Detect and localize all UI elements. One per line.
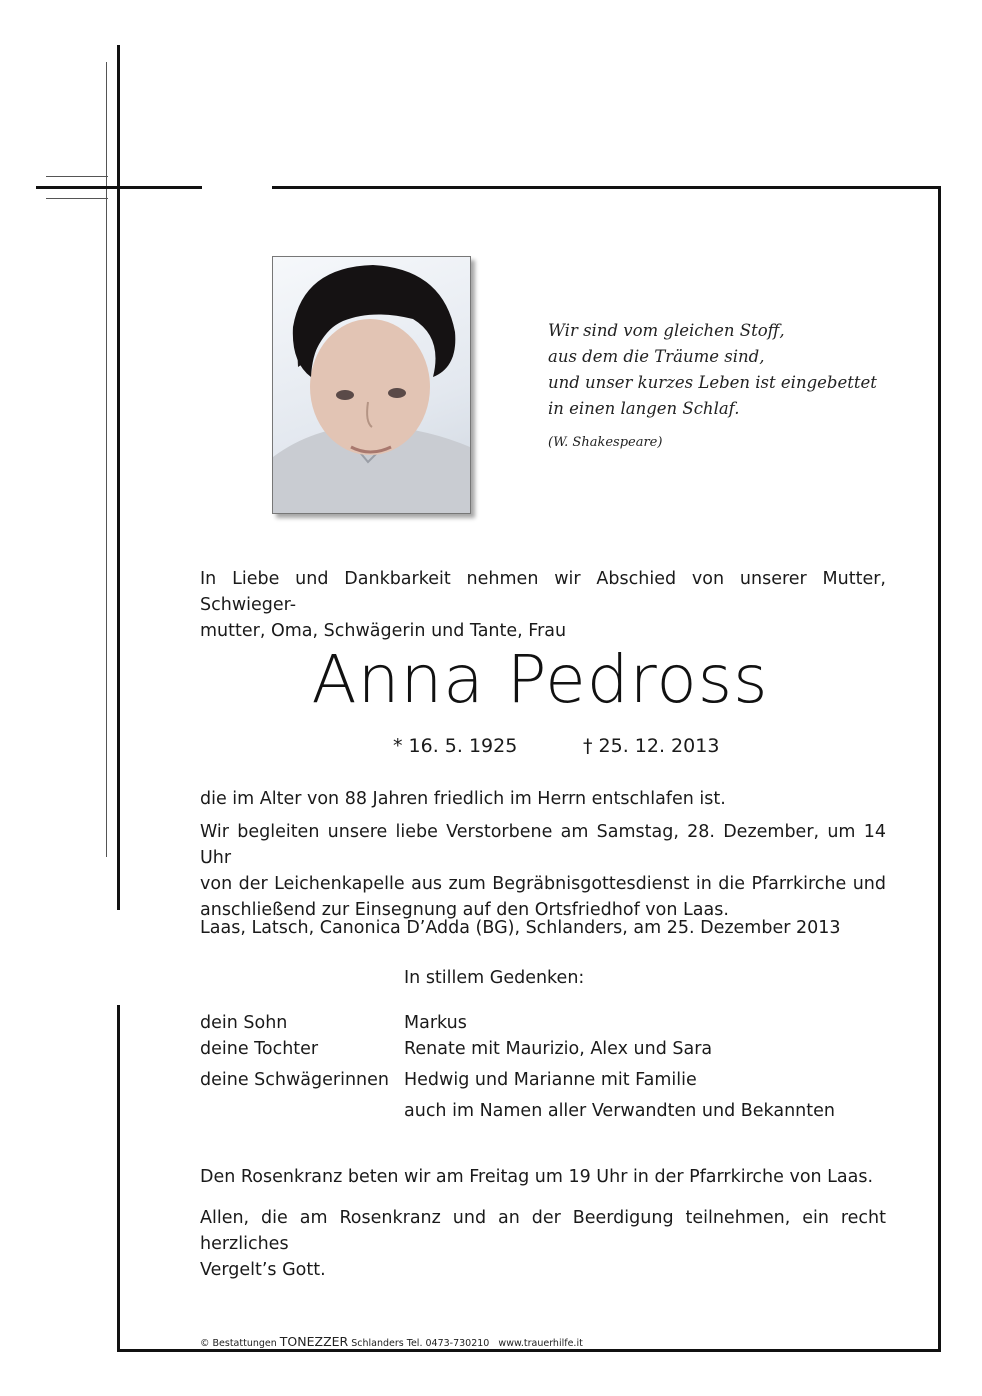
deceased-name: Anna Pedross bbox=[311, 641, 769, 718]
relation-label: deine Tochter bbox=[200, 1039, 319, 1059]
thanks-line-2: Vergelt’s Gott. bbox=[200, 1260, 326, 1280]
intro-line-2: mutter, Oma, Schwägerin und Tante, Frau bbox=[200, 621, 567, 641]
mourner-names: Renate mit Maurizio, Alex und Sara bbox=[404, 1039, 713, 1059]
frame-left-lower-line bbox=[117, 1005, 120, 1352]
mourners-heading: In stillem Gedenken: bbox=[404, 968, 585, 988]
relation-label: dein Sohn bbox=[200, 1013, 288, 1033]
cross-horizontal-line bbox=[36, 186, 202, 189]
frame-right-line bbox=[938, 186, 941, 1352]
cross-horizontal-thin-top bbox=[46, 176, 108, 177]
place-date: Laas, Latsch, Canonica D’Adda (BG), Schlanders, am 25. Dezember 2013 bbox=[200, 918, 841, 938]
funeral-home-footer bbox=[200, 1334, 583, 1349]
cross-vertical-line bbox=[117, 45, 120, 910]
intro-line-1: In Liebe und Dankbarkeit nehmen wir Abschied von unserer Mutter, Schwieger- bbox=[200, 569, 886, 615]
frame-top-line bbox=[272, 186, 941, 189]
funeral-line-2: von der Leichenkapelle aus zum Begräbnisgottesdienst in die Pfarrkirche und bbox=[200, 874, 886, 894]
footer-prefix: © Bestattungen bbox=[200, 1338, 277, 1349]
mourner-names: Hedwig und Marianne mit Familie bbox=[404, 1070, 697, 1090]
quote-line: und unser kurzes Leben ist eingebettet bbox=[548, 373, 877, 392]
mourner-names: Markus bbox=[404, 1013, 467, 1033]
age-line: die im Alter von 88 Jahren friedlich im Herrn entschlafen ist. bbox=[200, 789, 726, 809]
quote-line: aus dem die Träume sind, bbox=[548, 347, 765, 366]
intro-paragraph bbox=[200, 566, 886, 644]
birth-date: * 16. 5. 1925 bbox=[393, 735, 518, 757]
thanks-line-1: Allen, die am Rosenkranz und an der Beerdigung teilnehmen, ein recht herzliches bbox=[200, 1208, 886, 1254]
shakespeare-quote bbox=[548, 318, 877, 456]
quote-author: (W. Shakespeare) bbox=[548, 435, 663, 450]
footer-brand: TONEZZER bbox=[279, 1334, 349, 1349]
funeral-line-3: anschließend zur Einsegnung auf den Ortsfriedhof von Laas. bbox=[200, 900, 729, 920]
portrait-illustration bbox=[273, 257, 470, 513]
cross-vertical-thin-line bbox=[106, 62, 107, 857]
thanks-paragraph bbox=[200, 1205, 886, 1283]
footer-contact: Schlanders Tel. 0473-730210 bbox=[351, 1338, 490, 1349]
funeral-line-1: Wir begleiten unsere liebe Verstorbene am Samstag, 28. Dezember, um 14 Uhr bbox=[200, 822, 886, 868]
rosary-line: Den Rosenkranz beten wir am Freitag um 19 Uhr in der Pfarrkirche von Laas. bbox=[200, 1167, 874, 1187]
frame-bottom-line bbox=[117, 1349, 941, 1352]
funeral-paragraph bbox=[200, 819, 886, 923]
quote-line: Wir sind vom gleichen Stoff, bbox=[548, 321, 785, 340]
quote-line: in einen langen Schlaf. bbox=[548, 399, 740, 418]
cross-horizontal-thin-bottom bbox=[46, 198, 108, 199]
death-date: † 25. 12. 2013 bbox=[583, 735, 720, 757]
relation-label: deine Schwägerinnen bbox=[200, 1070, 389, 1090]
footer-url[interactable]: www.trauerhilfe.it bbox=[498, 1338, 583, 1349]
mourners-closing: auch im Namen aller Verwandten und Bekannten bbox=[404, 1101, 835, 1121]
portrait-photo bbox=[272, 256, 471, 514]
